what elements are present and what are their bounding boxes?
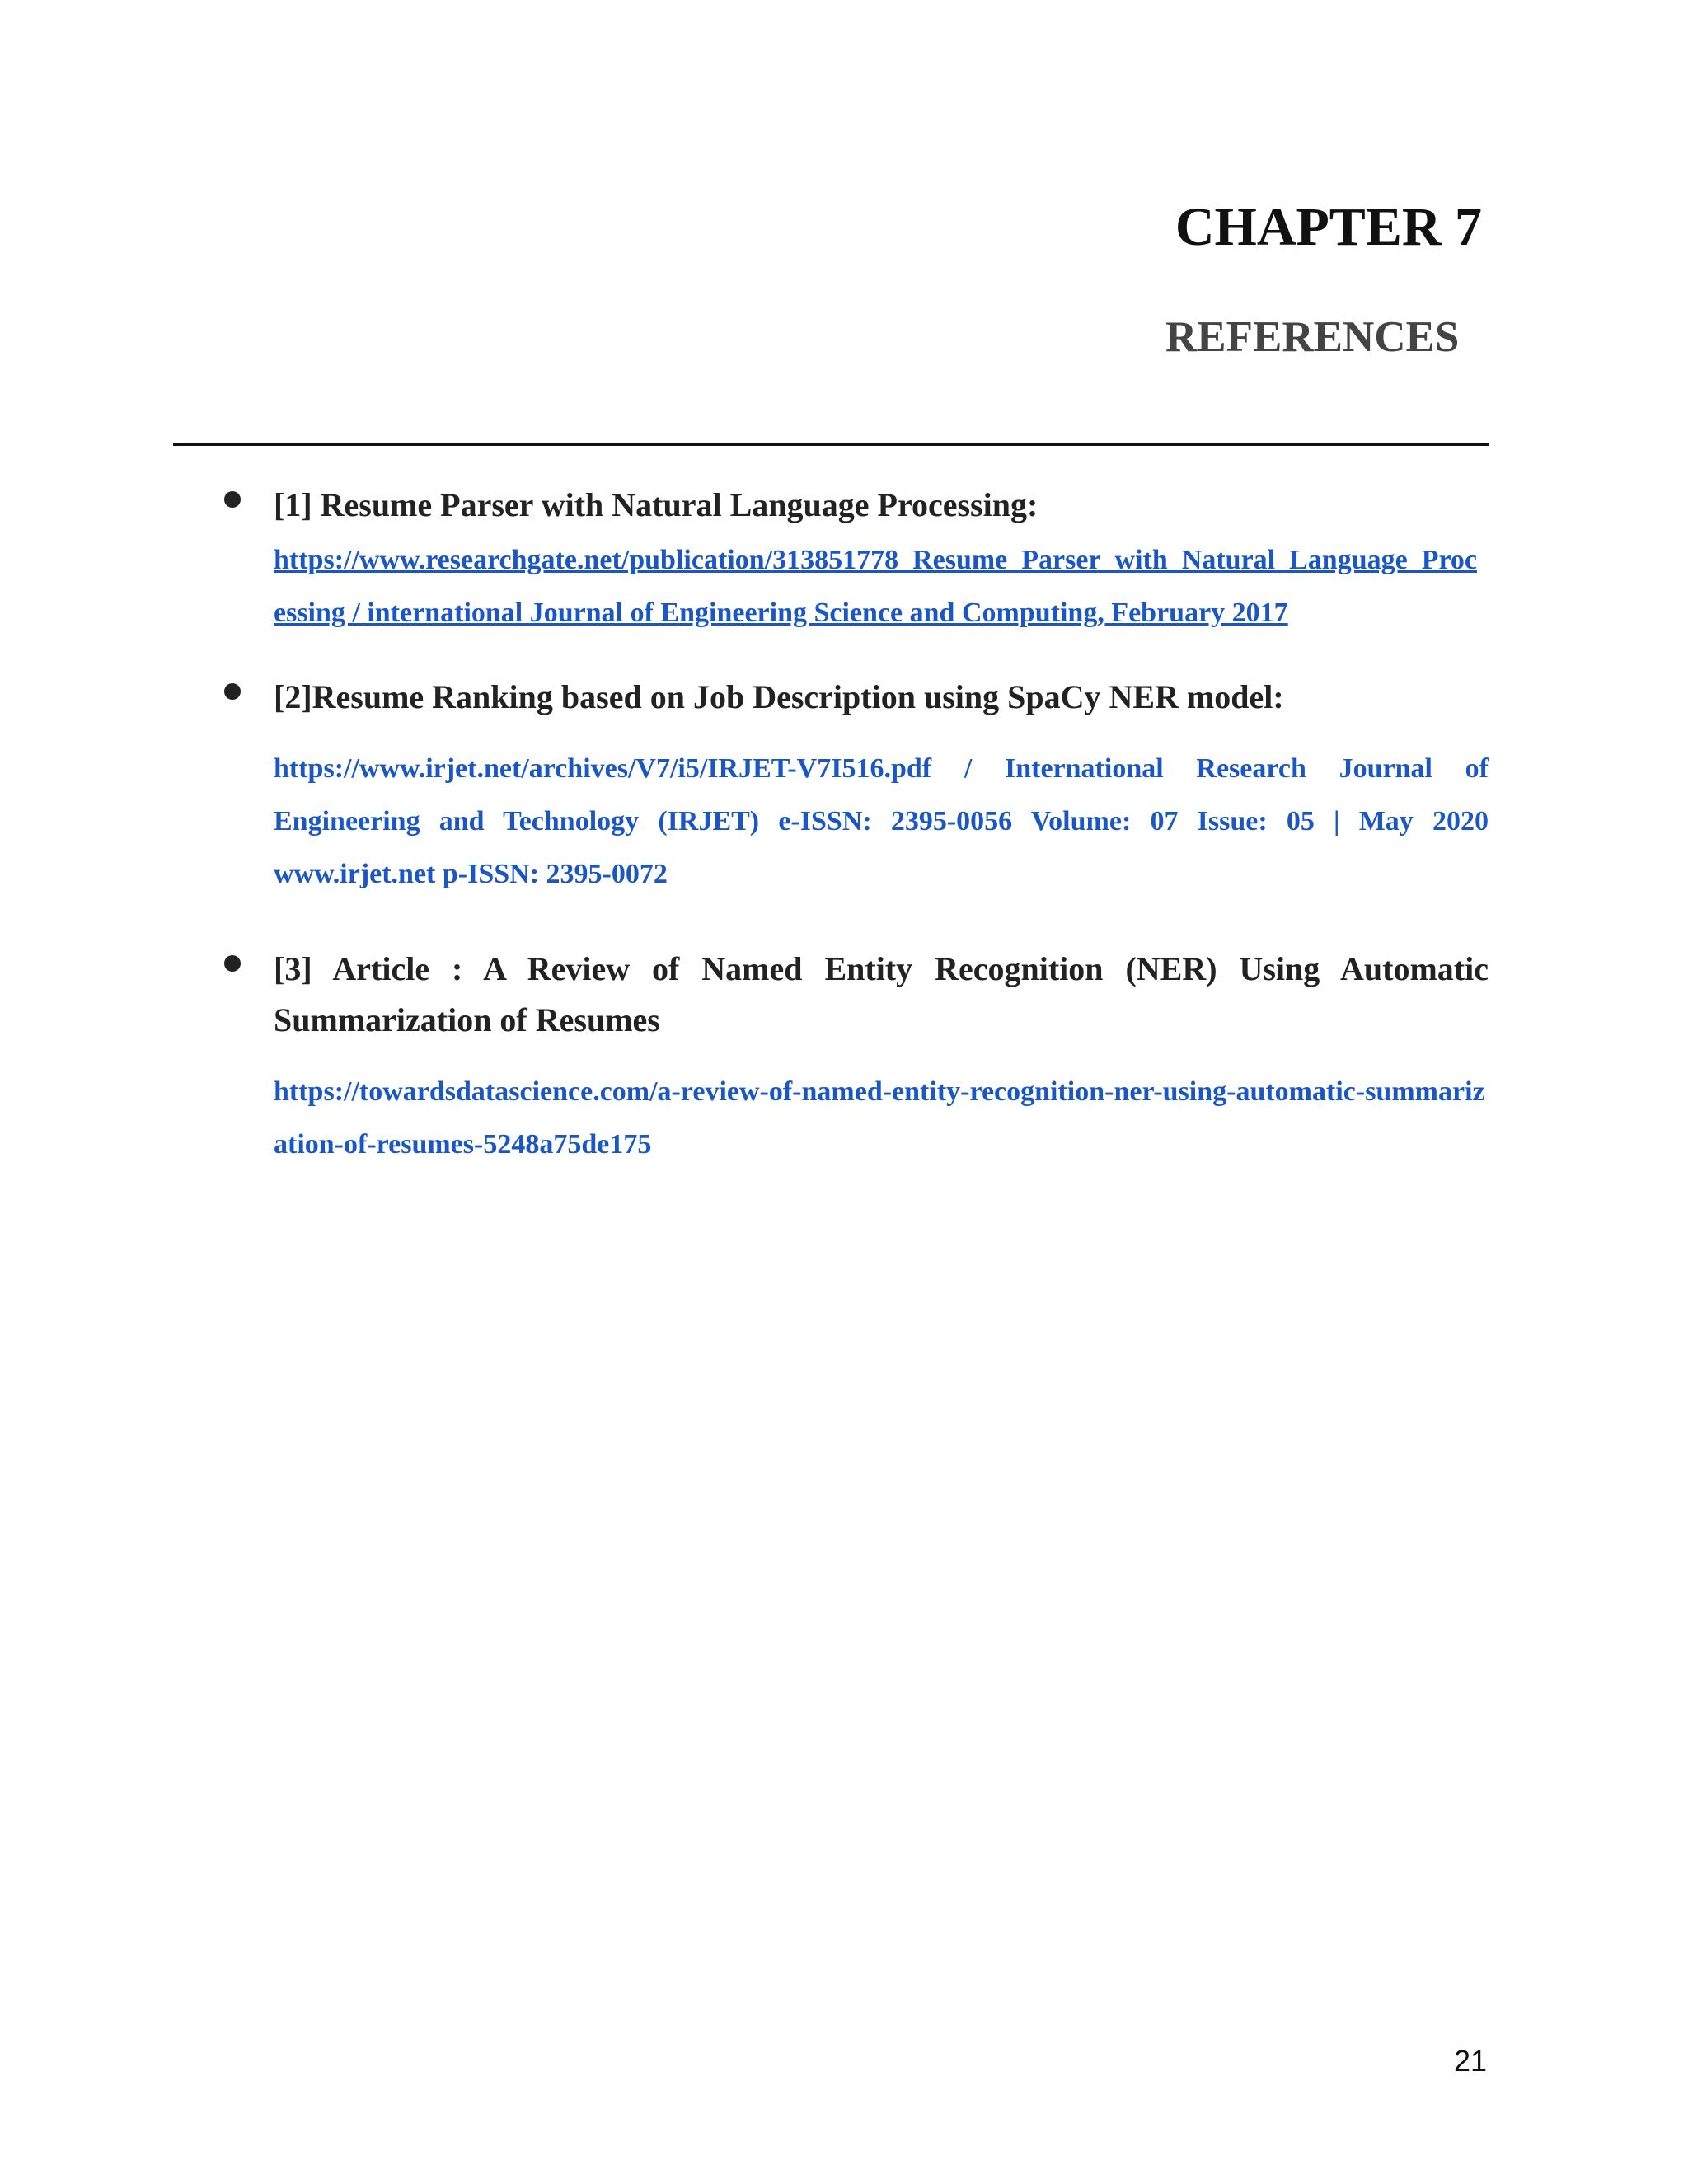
reference-link[interactable]: https://www.researchgate.net/publication/313851778_Resume_Parser_with_Natural_Language_Processing / international Journal of Engineering Science and Computing, February 2017 [274,545,1478,628]
chapter-title: CHAPTER 7 [1175,197,1482,257]
page-number: 21 [1453,2044,1487,2078]
reference-heading: [1] Resume Parser with Natural Language Processing: [274,486,1039,523]
reference-item-2 [224,672,1489,901]
reference-heading: [3] Article : A Review of Named Entity Recognition (NER) Using Automatic Summarization of Resumes [274,950,1489,1038]
bullet-icon [224,955,241,972]
bullet-icon [224,683,241,700]
reference-item-3 [224,944,1489,1171]
reference-link[interactable]: https://towardsdatascience.com/a-review-of-named-entity-recognition-ner-using-automatic-summarization-of-resumes-5248a75de175 [274,1076,1485,1160]
divider-line [173,443,1489,446]
reference-link[interactable]: https://www.irjet.net/archives/V7/i5/IRJET-V7I516.pdf / International Research Journal of Engineering and Technology (IRJET) e-ISSN: 2395-0056 Volume: 07 Issue: 05 | May 2020 www.irjet.net p-ISSN: 2395-0072 [274,753,1489,889]
section-title: REFERENCES [1165,313,1460,361]
reference-item-1 [224,480,1489,640]
bullet-icon [224,491,241,508]
reference-heading: [2]Resume Ranking based on Job Description using SpaCy NER model: [274,678,1284,715]
